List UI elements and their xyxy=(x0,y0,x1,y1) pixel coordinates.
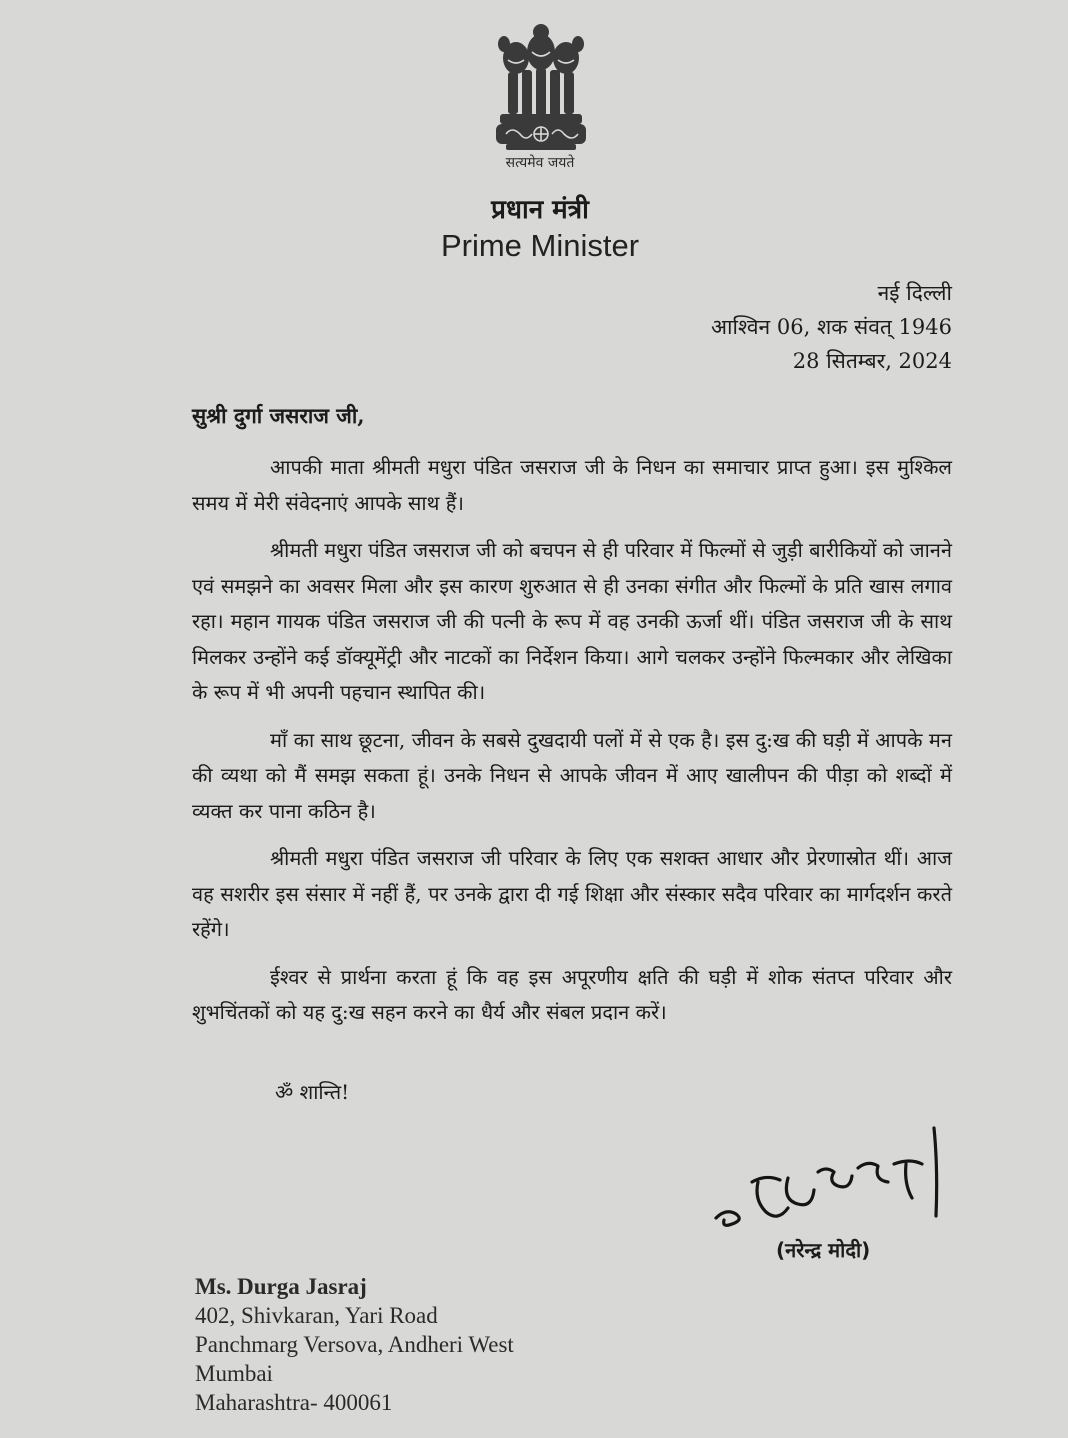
recipient-name: Ms. Durga Jasraj xyxy=(195,1274,367,1299)
office-title-english: Prime Minister xyxy=(440,228,640,263)
dateline xyxy=(711,276,952,378)
national-emblem-icon xyxy=(492,22,590,154)
paragraph-2: श्रीमती मधुरा पंडित जसराज जी को बचपन से ही परिवार में फिल्मों से जुड़ी बारीकियों को जानने एवं समझने का अवसर मिला और इस कारण शुरुआत से ही उनका संगीत और फिल्मों के प्रति खास लगाव रहा। महान गायक पंडित जसराज जी की पत्नी के रूप में वह उनकी ऊर्जा थीं। पंडित जसराज जी के साथ मिलकर उन्होंने कई डॉक्यूमेंट्री और नाटकों का निर्देशन किया। आगे चलकर उन्होंने फिल्मकार और लेखिका के रूप में भी अपनी पहचान स्थापित की। xyxy=(192,538,952,704)
address-line-2: Panchmarg Versova, Andheri West xyxy=(195,1332,514,1357)
office-title-hindi: प्रधान मंत्री xyxy=(491,195,589,225)
closing-line: ॐ शान्ति! xyxy=(275,1080,350,1104)
address-line-1: 402, Shivkaran, Yari Road xyxy=(195,1303,438,1328)
emblem-motto: सत्यमेव जयते xyxy=(505,155,575,171)
paragraph-5: ईश्वर से प्रार्थना करता हूं कि वह इस अपूरणीय क्षति की घड़ी में शोक संतप्त परिवार और शुभचिंतकों को यह दु:ख सहन करने का धैर्य और संबल प्रदान करें। xyxy=(192,964,952,1024)
address-city: Mumbai xyxy=(195,1361,273,1386)
handwritten-signature xyxy=(708,1120,958,1235)
dateline-saka-date: आश्विन 06, शक संवत् 1946 xyxy=(711,315,952,339)
paragraph-3: माँ का साथ छूटना, जीवन के सबसे दुखदायी पलों में से एक है। इस दु:ख की घड़ी में आपके मन की व्यथा को मैं समझ सकता हूं। उनके निधन से आपके जीवन में आए खालीपन की पीड़ा को शब्दों में व्यक्त कर पाना कठिन है। xyxy=(192,727,952,823)
signatory-name: (नरेन्द्र मोदी) xyxy=(776,1238,871,1262)
recipient-address xyxy=(195,1272,514,1417)
paragraph-4: श्रीमती मधुरा पंडित जसराज जी परिवार के लिए एक सशक्त आधार और प्रेरणास्रोत थीं। आज वह सशरीर इस संसार में नहीं हैं, पर उनके द्वारा दी गई शिक्षा और संस्कार सदैव परिवार का मार्गदर्शन करते रहेंगे। xyxy=(192,846,952,941)
salutation: सुश्री दुर्गा जसराज जी, xyxy=(192,403,365,428)
paragraph-1: आपकी माता श्रीमती मधुरा पंडित जसराज जी के निधन का समाचार प्राप्त हुआ। इस मुश्किल समय में मेरी संवेदनाएं आपके साथ हैं। xyxy=(192,455,952,515)
address-state-pin: Maharashtra- 400061 xyxy=(195,1390,393,1415)
dateline-place: नई दिल्ली xyxy=(877,281,952,305)
dateline-date: 28 सितम्बर, 2024 xyxy=(792,349,952,373)
letter-body xyxy=(192,450,952,1043)
